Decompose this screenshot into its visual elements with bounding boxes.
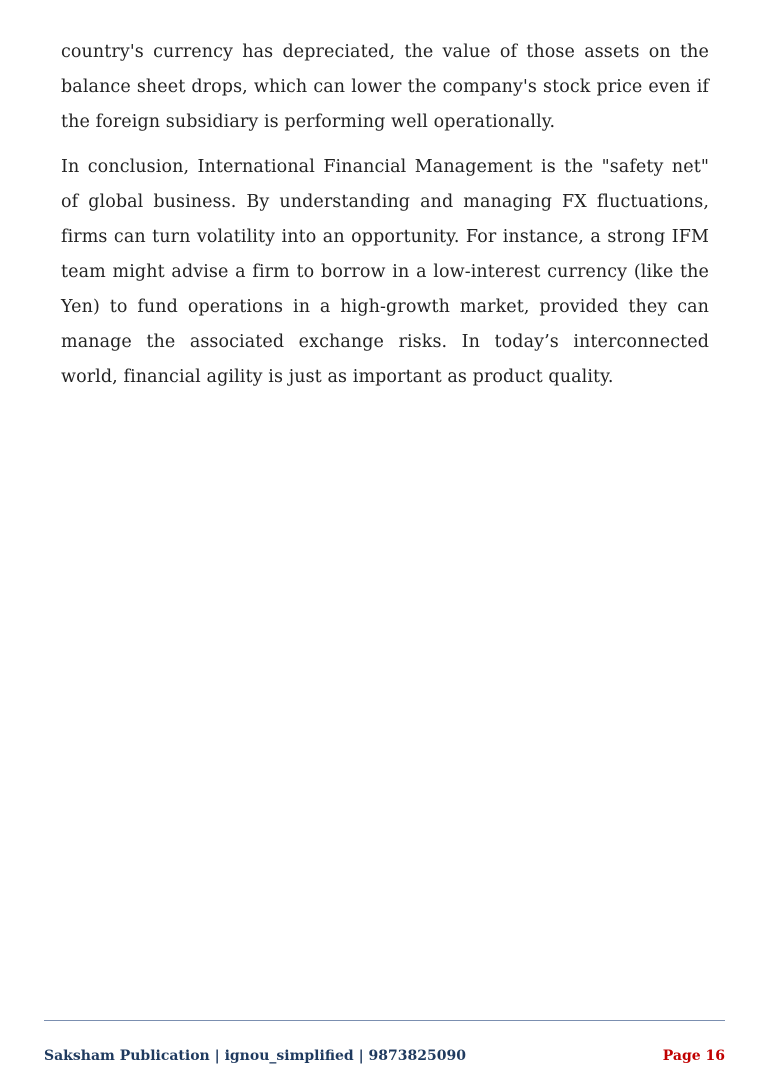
page-number: Page 16 [662,1048,725,1064]
page-footer [44,1046,725,1066]
body-paragraph-2: In conclusion, International Financial Management is the "safety net" of global business. By understanding and managing FX fluctuations, firms can turn volatility into an opportunity. For instance, a strong IFM team might advise a firm to borrow in a low-interest currency (like the Yen) to fund operations in a high-growth market, provided they can manage the associated exchange risks. In today’s interconnected world, financial agility is just as important as product quality. [61,157,709,387]
body-paragraph-1: country's currency has depreciated, the value of those assets on the balance sheet drops, which can lower the company's stock price even if the foreign subsidiary is performing well operationally. [61,42,709,132]
footer-publisher-info: Saksham Publication | ignou_simplified | 9873825090 [44,1048,466,1064]
footer-divider [44,1020,725,1021]
document-body [61,35,709,405]
